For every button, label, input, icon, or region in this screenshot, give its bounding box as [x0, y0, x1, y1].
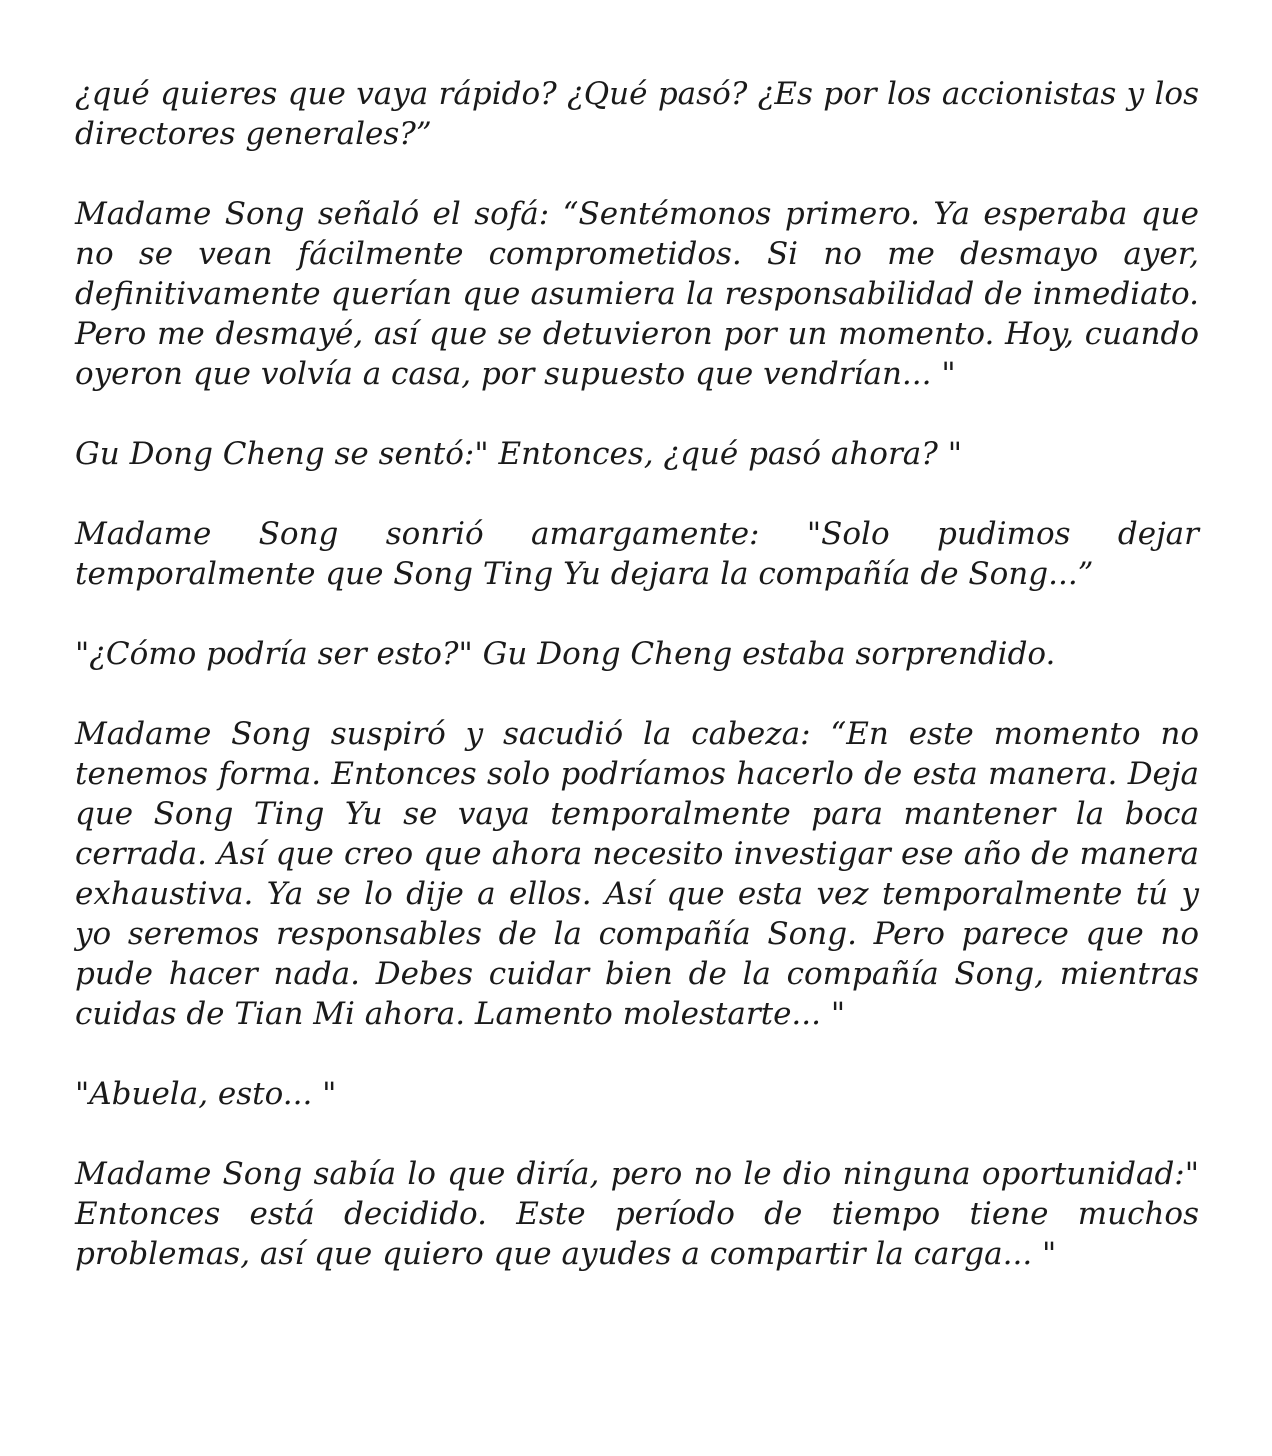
- paragraph-3: Gu Dong Cheng se sentó:" Entonces, ¿qué pasó ahora? ": [75, 436, 962, 472]
- document-page: [75, 74, 1199, 1274]
- paragraph-1: ¿qué quieres que vaya rápido? ¿Qué pasó? ¿Es por los accionistas y los directores generales?”: [75, 76, 1199, 152]
- paragraph-4: Madame Song sonrió amargamente: "Solo pudimos dejar temporalmente que Song Ting Yu dejara la compañía de Song...”: [75, 516, 1199, 592]
- paragraph-6: Madame Song suspiró y sacudió la cabeza: “En este momento no tenemos forma. Entonces solo podríamos hacerlo de esta manera. Deja que Song Ting Yu se vaya temporalmente para mantener la boca cerrada. Así que creo que ahora necesito investigar ese año de manera exhaustiva. Ya se lo dije a ellos. Así que esta vez temporalmente tú y yo seremos responsables de la compañía Song. Pero parece que no pude hacer nada. Debes cuidar bien de la compañía Song, mientras cuidas de Tian Mi ahora. Lamento molestarte... ": [75, 716, 1199, 1032]
- paragraph-8: Madame Song sabía lo que diría, pero no le dio ninguna oportunidad:" Entonces está decidido. Este período de tiempo tiene muchos problemas, así que quiero que ayudes a compartir la carga... ": [75, 1156, 1199, 1272]
- paragraph-7: "Abuela, esto... ": [75, 1076, 337, 1112]
- paragraph-5: "¿Cómo podría ser esto?" Gu Dong Cheng estaba sorprendido.: [75, 636, 1056, 672]
- paragraph-2: Madame Song señaló el sofá: “Sentémonos primero. Ya esperaba que no se vean fácilmente comprometidos. Si no me desmayo ayer, definitivamente querían que asumiera la responsabilidad de inmediato. Pero me desmayé, así que se detuvieron por un momento. Hoy, cuando oyeron que volvía a casa, por supuesto que vendrían... ": [75, 196, 1199, 392]
